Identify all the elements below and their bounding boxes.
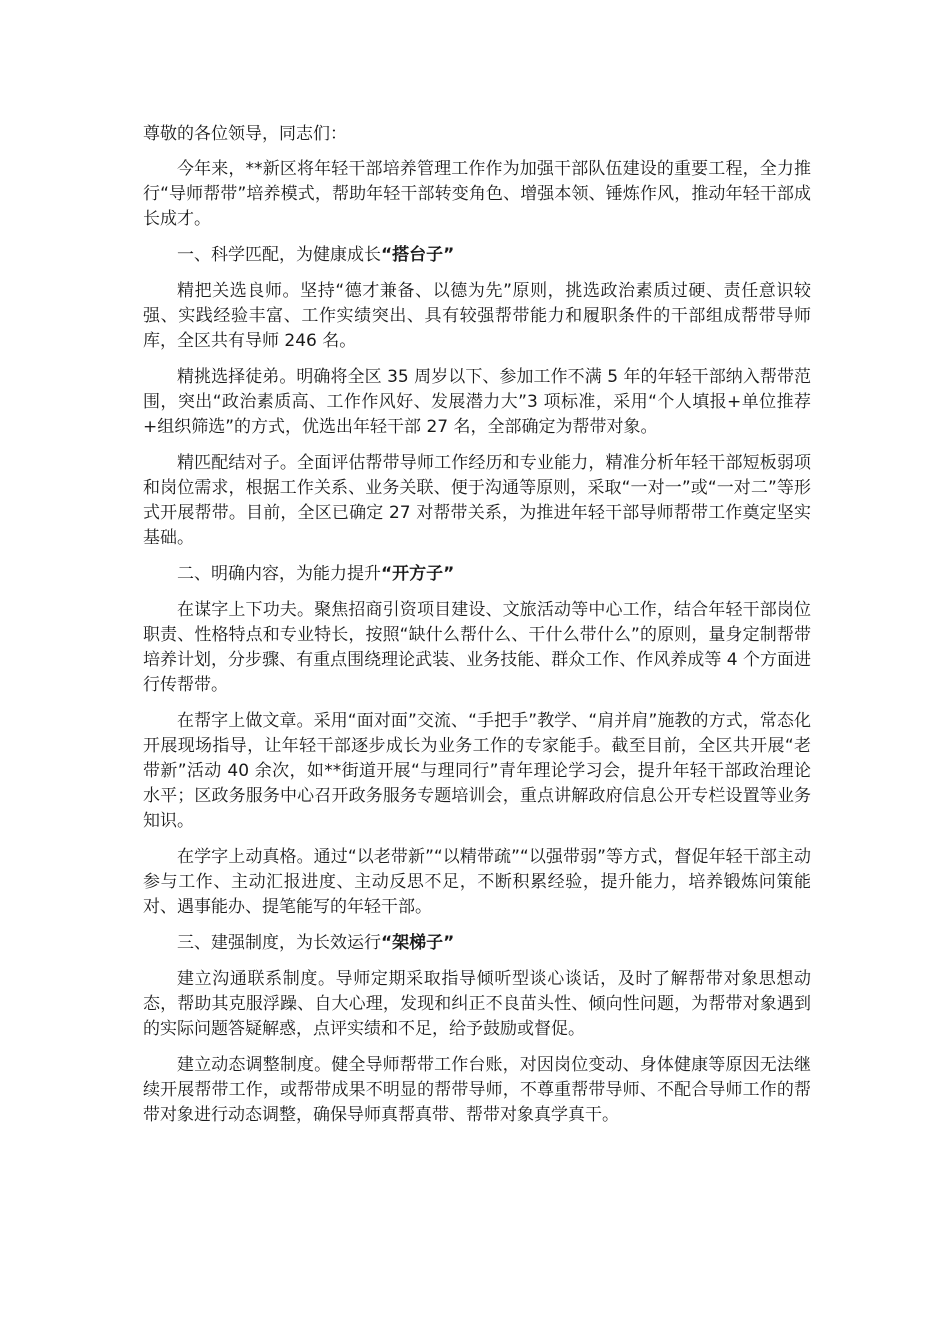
- section-heading-2-prefix: 二、明确内容，为能力提升: [177, 564, 381, 584]
- paragraph-learning: 在学字上动真格。通过“以老带新”“以精带疏”“以强带弱”等方式，督促年轻干部主动参与工作、主动汇报进度、主动反思不足，不断积累经验，提升能力，培养锻炼问策能对、遇事能办、提笔能写的年轻干部。: [143, 847, 811, 917]
- section-heading-2-emphasis: “开方子”: [381, 564, 455, 584]
- document-page: [143, 122, 811, 1139]
- paragraph-planning: 在谋字上下功夫。聚焦招商引资项目建设、文旅活动等中心工作，结合年轻干部岗位职责、性格特点和专业特长，按照“缺什么帮什么、干什么带什么”的原则，量身定制帮带培养计划，分步骤、有重点围绕理论武装、业务技能、群众工作、作风养成等 4 个方面进行传帮带。: [143, 600, 811, 695]
- section-heading-1-prefix: 一、科学匹配，为健康成长: [177, 245, 381, 265]
- section-heading-1: [143, 243, 811, 268]
- section-heading-1-emphasis: “搭台子”: [381, 245, 455, 265]
- paragraph-dynamic-adjustment: 建立动态调整制度。健全导师帮带工作台账，对因岗位变动、身体健康等原因无法继续开展帮带工作，或帮带成果不明显的帮带导师，不尊重帮带导师、不配合导师工作的帮带对象进行动态调整，确保导师真帮真带、帮带对象真学真干。: [143, 1055, 811, 1125]
- paragraph-select-mentors: 精把关选良师。坚持“德才兼备、以德为先”原则，挑选政治素质过硬、责任意识较强、实践经验丰富、工作实绩突出、具有较强帮带能力和履职条件的干部组成帮带导师库，全区共有导师 246 名。: [143, 281, 811, 351]
- salutation: 尊敬的各位领导，同志们：: [143, 124, 347, 144]
- section-heading-3-prefix: 三、建强制度，为长效运行: [177, 933, 381, 953]
- section-heading-3: [143, 931, 811, 956]
- paragraph-pairing: 精匹配结对子。全面评估帮带导师工作经历和专业能力，精准分析年轻干部短板弱项和岗位需求，根据工作关系、业务关联、便于沟通等原则，采取“一对一”或“一对二”等形式开展帮带。目前，全区已确定 27 对帮带关系，为推进年轻干部导师帮带工作奠定坚实基础。: [143, 453, 811, 548]
- paragraph-helping: 在帮字上做文章。采用“面对面”交流、“手把手”教学、“肩并肩”施教的方式，常态化开展现场指导，让年轻干部逐步成长为业务工作的专家能手。截至目前，全区共开展“老带新”活动 40 余次，如**街道开展“与理同行”青年理论学习会，提升年轻干部政治理论水平；区政务服务中心召开政务服务专题培训会，重点讲解政府信息公开专栏设置等业务知识。: [143, 711, 811, 831]
- section-heading-2: [143, 562, 811, 587]
- paragraph-intro: 今年来，**新区将年轻干部培养管理工作作为加强干部队伍建设的重要工程，全力推行“导师帮带”培养模式，帮助年轻干部转变角色、增强本领、锤炼作风，推动年轻干部成长成才。: [143, 159, 811, 229]
- paragraph-select-apprentices: 精挑选择徒弟。明确将全区 35 周岁以下、参加工作不满 5 年的年轻干部纳入帮带范围，突出“政治素质高、工作作风好、发展潜力大”3 项标准，采用“个人填报+单位推荐+组织筛选”的方式，优选出年轻干部 27 名，全部确定为帮带对象。: [143, 367, 811, 437]
- section-heading-3-emphasis: “架梯子”: [381, 933, 455, 953]
- paragraph-communication-system: 建立沟通联系制度。导师定期采取指导倾听型谈心谈话，及时了解帮带对象思想动态，帮助其克服浮躁、自大心理，发现和纠正不良苗头性、倾向性问题，为帮带对象遇到的实际问题答疑解惑，点评实绩和不足，给予鼓励或督促。: [143, 969, 811, 1039]
